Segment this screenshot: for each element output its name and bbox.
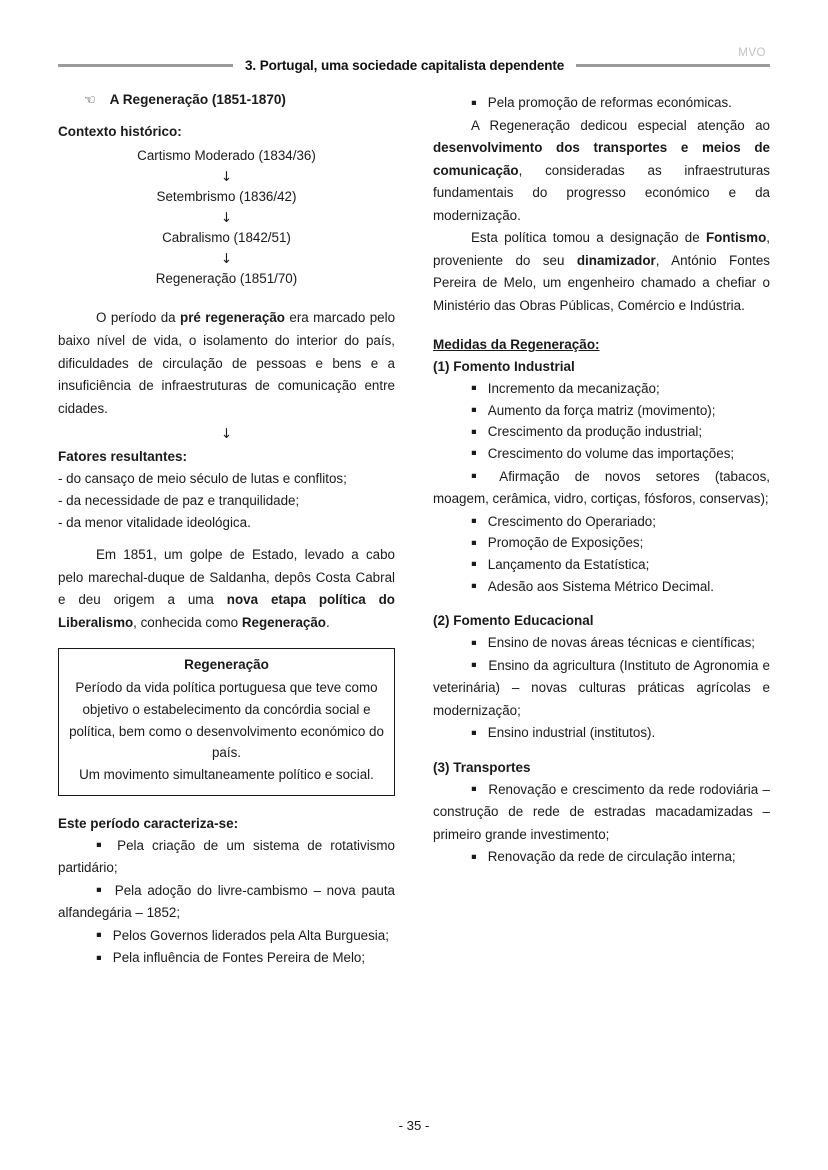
text-run: O período da [96,310,181,326]
pointing-hand-icon: ☞ [84,93,96,108]
list-item [433,722,770,744]
fator-item: - da menor vitalidade ideológica. [58,514,251,530]
list-item [433,378,770,400]
text-run: , conhecida como [133,614,242,630]
definition-body-1: Período da vida política portuguesa que teve como objetivo o estabelecimento da concórdia social e política, bem como o desenvolvimento económico do país. [69,680,384,761]
list-item-label: Ensino industrial (institutos). [487,725,656,741]
square-bullet-icon: ▪ [471,559,477,570]
text-run-bold: dinamizador [576,252,656,268]
square-bullet-icon: ▪ [96,840,107,851]
list-item-label: Adesão aos Sistema Métrico Decimal. [487,578,715,594]
text-run: era marcado pelo baixo nível de vida, o isolamento do interior do país, dificuldades de circulação de pessoas e bens e a insuficiência de infraestruturas de comunicação entre cidades. [58,310,396,416]
fator-item: - do cansaço de meio século de lutas e conflitos; [58,471,347,487]
section-heading-regeneracao [84,92,395,107]
header-rule-left [58,64,233,67]
square-bullet-icon: ▪ [471,383,477,394]
two-column-body [58,92,770,970]
text-run: . [325,614,330,630]
watermark-mvo: MVO [738,47,766,59]
text-run-bold: Regeneração [241,614,326,630]
list-item [433,92,770,115]
text-run: , consideradas as infraestruturas fundamentais do progresso económico e da modernização. [433,162,770,223]
list-item [433,532,770,554]
list-item-label: Incremento da mecanização; [487,380,660,396]
page-title: 3. Portugal, uma sociedade capitalista dependente [245,58,565,73]
list-item-label: Renovação da rede de circulação interna; [487,849,736,865]
list-item [58,925,395,948]
square-bullet-icon: ▪ [96,930,102,941]
section-heading-label: A Regeneração (1851-1870) [109,92,286,107]
square-bullet-icon: ▪ [471,516,477,527]
list-item [433,466,770,511]
group-title-transportes: (3) Transportes [433,759,531,775]
chronology-item: Cabralismo (1842/51) [162,229,291,245]
list-item-label: Pela promoção de reformas económicas. [487,95,732,110]
down-arrow-icon: ↓ [220,250,233,267]
list-item-label: Aumento da força matriz (movimento); [487,402,716,418]
list-item [433,511,770,533]
square-bullet-icon: ▪ [471,727,477,738]
list-item-label: Pelos Governos liderados pela Alta Burguesia; [112,927,389,943]
chronology-list [58,145,395,291]
list-item-label: Promoção de Exposições; [487,535,644,551]
down-arrow-icon: ↓ [220,426,233,443]
list-item [58,947,395,970]
list-item [433,576,770,598]
list-item-label: Crescimento do volume das importações; [487,445,735,461]
chronology-item: Setembrismo (1836/42) [156,188,297,204]
list-item [433,632,770,655]
fatores-resultantes-heading: Fatores resultantes: [58,449,188,465]
list-item [433,655,770,723]
down-arrow-icon: ↓ [220,209,233,226]
list-item-label: Renovação e crescimento da rede rodoviária – construção de rede de estradas macadamizadas – primeiro grande investimento; [433,781,770,842]
square-bullet-icon: ▪ [96,952,102,963]
group-title-fomento-industrial: (1) Fomento Industrial [433,359,575,375]
header-rule-right [576,64,770,67]
medidas-heading: Medidas da Regeneração: [433,337,600,353]
list-item [433,846,770,869]
square-bullet-icon: ▪ [471,405,477,416]
square-bullet-icon: ▪ [471,660,478,671]
text-run-bold: pré regeneração [180,310,285,326]
square-bullet-icon: ▪ [471,537,477,548]
definition-body-2: Um movimento simultaneamente político e social. [79,767,374,783]
square-bullet-icon: ▪ [471,581,477,592]
chronology-item: Regeneração (1851/70) [155,270,298,286]
paragraph-golpe-1851 [58,544,395,634]
square-bullet-icon: ▪ [471,448,477,459]
list-item-label: Pela adoção do livre-cambismo – nova pauta alfandegária – 1852; [58,882,395,921]
list-item-label: Pela criação de um sistema de rotativismo partidário; [58,837,395,876]
text-run-bold: nova etapa política do Liberalismo [58,592,395,630]
list-item [433,421,770,443]
list-item [433,554,770,576]
paragraph-transportes [433,115,770,228]
square-bullet-icon: ▪ [471,97,477,108]
text-run-bold: desenvolvimento dos transportes e meios de comunicação [433,140,770,178]
list-item [433,400,770,422]
square-bullet-icon: ▪ [471,471,489,481]
definition-box-regeneracao [58,648,395,795]
square-bullet-icon: ▪ [96,885,104,896]
right-column [433,92,770,970]
list-item-label: Lançamento da Estatística; [487,556,650,572]
list-item-label: Ensino da agricultura (Instituto de Agronomia e veterinária) – novas culturas práticas agrícolas e modernização; [433,657,770,718]
text-run: A Regeneração dedicou especial atenção ao [471,117,770,133]
down-arrow-icon: ↓ [220,168,233,185]
caracteriza-heading: Este período caracteriza-se: [58,815,239,831]
list-item-label: Pela influência de Fontes Pereira de Melo; [112,950,366,966]
square-bullet-icon: ▪ [471,784,478,795]
list-item-label: Ensino de novas áreas técnicas e científicas; [487,635,755,651]
group-title-fomento-educacional: (2) Fomento Educacional [433,613,594,629]
list-item [433,443,770,466]
list-item-label: Crescimento da produção industrial; [487,424,703,440]
text-run-bold: Fontismo [706,230,767,246]
square-bullet-icon: ▪ [471,426,477,437]
definition-term: Regeneração [184,657,269,673]
page-footer: - 35 - [398,1118,430,1133]
list-item-label: Crescimento do Operariado; [487,513,656,529]
square-bullet-icon: ▪ [471,851,477,862]
text-run: , proveniente do seu [433,230,770,268]
text-run: Em 1851, um golpe de Estado, levado a cabo pelo marechal-duque de Saldanha, depôs Costa Cabral e deu origem a uma [58,547,395,608]
fator-item: - da necessidade de paz e tranquilidade; [58,492,300,508]
paragraph-pre-regeneracao [58,307,395,420]
list-item [58,880,395,925]
list-item [433,779,770,847]
paragraph-fontismo [433,227,770,317]
list-item [58,835,395,880]
page-header [58,58,770,73]
square-bullet-icon: ▪ [471,637,477,648]
left-column [58,92,395,970]
contexto-historico-heading: Contexto histórico: [58,124,182,139]
text-run: Esta política tomou a designação de [471,230,706,246]
text-run: , António Fontes Pereira de Melo, um engenheiro chamado a chefiar o Ministério das Obras Públicas, Comércio e Indústria. [433,252,770,313]
list-item-label: Afirmação de novos setores (tabacos, moagem, cerâmica, vidro, cortiças, fósforos, conservas); [433,468,771,507]
chronology-item: Cartismo Moderado (1834/36) [137,147,316,163]
